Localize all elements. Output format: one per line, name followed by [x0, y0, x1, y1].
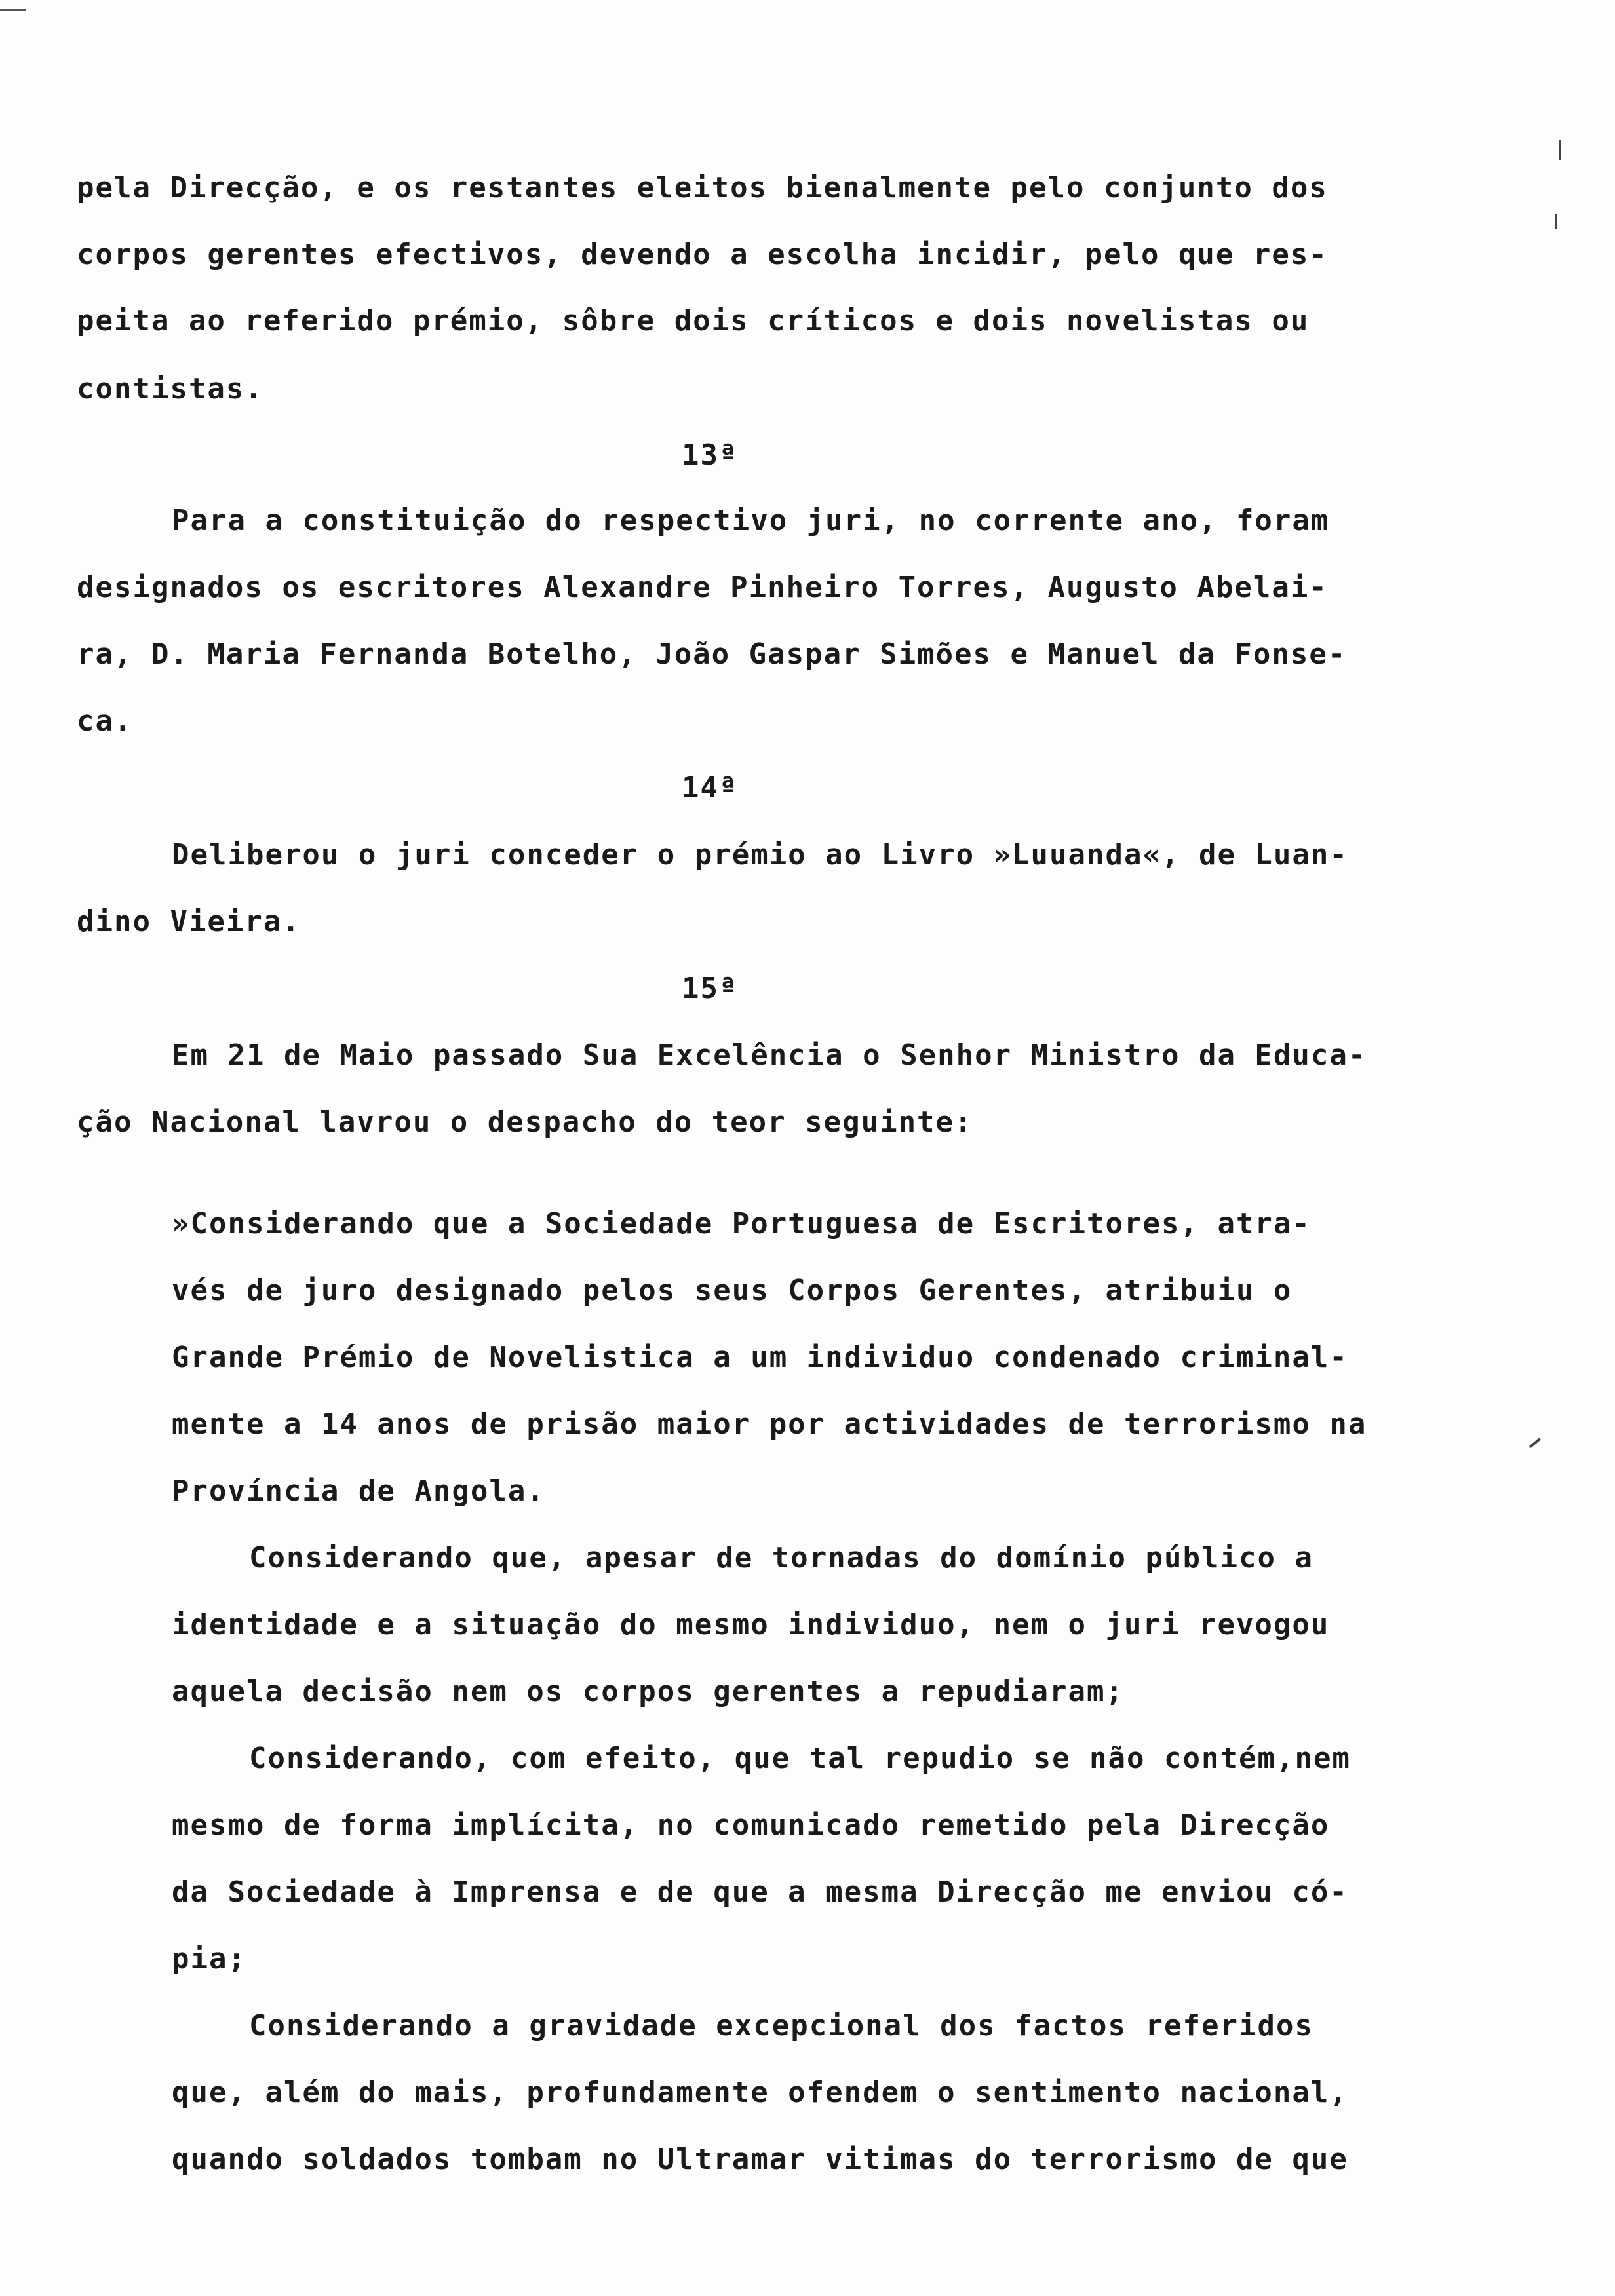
quote-line: Província de Angola.: [172, 1474, 545, 1508]
text-line: Deliberou o juri conceder o prémio ao Livro »Luuanda«, de Luan-: [172, 838, 1348, 871]
quote-line: quando soldados tombam no Ultramar vitimas do terrorismo de que: [172, 2143, 1348, 2176]
quote-line: »Considerando que a Sociedade Portuguesa de Escritores, atra-: [172, 1207, 1311, 1240]
section-number: 13ª: [682, 438, 738, 472]
section-number: 15ª: [682, 972, 738, 1005]
quote-line: vés de juro designado pelos seus Corpos Gerentes, atribuiu o: [172, 1274, 1293, 1307]
quote-line: mesmo de forma implícita, no comunicado remetido pela Direcção: [172, 1808, 1330, 1842]
text-line: ra, D. Maria Fernanda Botelho, João Gaspar Simões e Manuel da Fonse-: [77, 638, 1347, 671]
quote-line: Grande Prémio de Novelistica a um individuo condenado criminal-: [172, 1341, 1348, 1374]
text-line: contistas.: [77, 372, 263, 406]
quote-line: pia;: [172, 1942, 246, 1976]
quote-line: aquela decisão nem os corpos gerentes a repudiaram;: [172, 1675, 1125, 1708]
quote-line: identidade e a situação do mesmo individuo, nem o juri revogou: [172, 1608, 1330, 1641]
quote-line: mente a 14 anos de prisão maior por actividades de terrorismo na: [172, 1407, 1367, 1441]
text-line: ção Nacional lavrou o despacho do teor seguinte:: [77, 1105, 973, 1139]
quote-line: da Sociedade à Imprensa e de que a mesma Direcção me enviou có-: [172, 1875, 1348, 1909]
quote-line: que, além do mais, profundamente ofendem o sentimento nacional,: [172, 2076, 1348, 2109]
text-line: pela Direcção, e os restantes eleitos bienalmente pelo conjunto dos: [77, 171, 1328, 204]
scan-margin-mark: [1555, 214, 1557, 229]
quote-line: Considerando que, apesar de tornadas do domínio público a: [249, 1541, 1313, 1575]
text-line: peita ao referido prémio, sôbre dois críticos e dois novelistas ou: [77, 304, 1310, 337]
text-line: Para a constituição do respectivo juri, no corrente ano, foram: [172, 504, 1330, 537]
text-line: designados os escritores Alexandre Pinheiro Torres, Augusto Abelai-: [77, 571, 1328, 604]
scan-corner-mark: [0, 9, 26, 11]
section-number: 14ª: [682, 771, 738, 805]
text-line: corpos gerentes efectivos, devendo a escolha incidir, pelo que res-: [77, 238, 1328, 271]
scan-margin-mark: [1529, 1438, 1541, 1448]
quote-line: Considerando a gravidade excepcional dos factos referidos: [249, 2009, 1313, 2042]
text-line: dino Vieira.: [77, 905, 301, 938]
scan-margin-mark: [1559, 140, 1561, 160]
text-line: Em 21 de Maio passado Sua Excelência o Senhor Ministro da Educa-: [172, 1039, 1367, 1072]
text-line: ca.: [77, 704, 133, 738]
quote-line: Considerando, com efeito, que tal repudio se não contém,nem: [249, 1742, 1351, 1775]
